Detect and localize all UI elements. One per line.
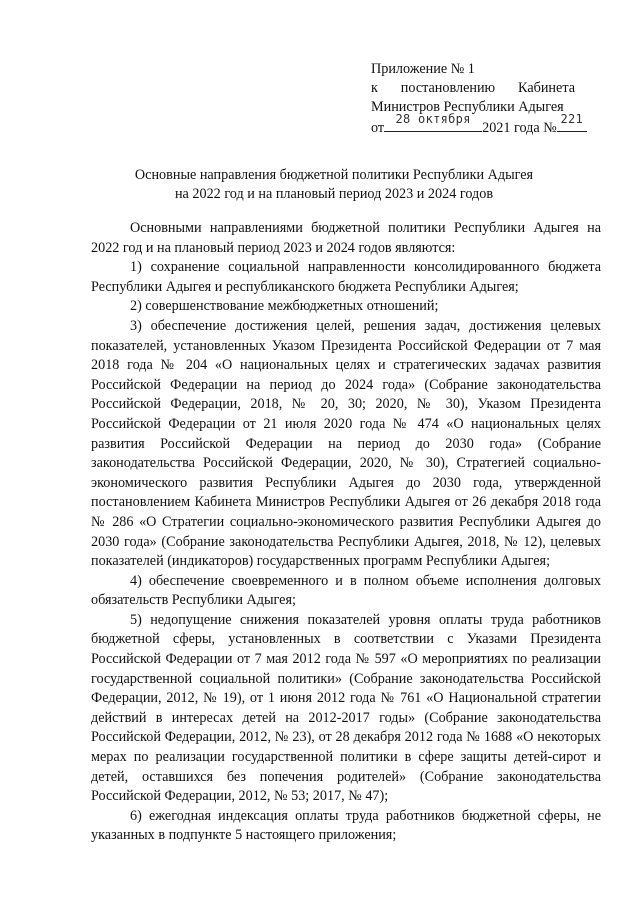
number-blank bbox=[557, 112, 587, 132]
handwritten-number: 221 bbox=[560, 112, 584, 126]
handwritten-date: 28 октября bbox=[395, 112, 471, 126]
paragraph-intro: Основными направлениями бюджетной политики Республики Адыгея на 2022 год и на плановый период 2023 и 2024 годов являются: bbox=[91, 220, 601, 256]
appendix-header bbox=[371, 60, 584, 138]
appendix-resolution-line: к постановлению Кабинета bbox=[371, 80, 575, 96]
title-line-2: на 2022 год и на плановый период 2023 и 2024 годов bbox=[174, 186, 494, 202]
paragraph-item-2: 2) совершенствование межбюджетных отношений; bbox=[130, 298, 439, 315]
date-blank bbox=[384, 112, 482, 132]
paragraph-item-1: 1) сохранение социальной направленности консолидированного бюджета Республики Адыгея и республиканского бюджета Республики Адыгея; bbox=[91, 259, 601, 295]
document-body bbox=[91, 219, 601, 846]
paragraph-item-6: 6) ежегодная индексация оплаты труда работников бюджетной сферы, не указанных в подпункте 5 настоящего приложения; bbox=[91, 807, 601, 844]
paragraph-item-3: 3) обеспечение достижения целей, решения задач, достижения целевых показателей, установленных Указом Президента Российской Федерации от 7 мая 2018 года № 204 «О национальных целях и стратегических задачах развития Российской Федерации на период до 2024 года» (Собрание законодательства Российской Федерации, 2018, № 20, 30; 2020, № 30), Указом Президента Российской Федерации от 21 июля 2020 года № 474 «О национальных целях развития Российской Федерации на период до 2030 года» (Собрание законодательства Российской Федерации, 2020, № 30), Стратегией социально-экономического развития Республики Адыгея до 2030 года, утвержденной постановлением Кабинета Министров Республики Адыгея от 26 декабря 2018 года № 286 «О Стратегии социально-экономического развития Республики Адыгея до 2030 года» (Собрание законодательства Республики Адыгея, 2018, № 12), целевых показателей (индикаторов) государственных программ Республики Адыгея; bbox=[91, 317, 601, 570]
title-line-1: Основные направления бюджетной политики Республики Адыгея bbox=[134, 167, 534, 183]
paragraph-item-4: 4) обеспечение своевременного и в полном объеме исполнения долговых обязательств Республики Адыгея; bbox=[91, 572, 601, 609]
paragraph-item-5: 5) недопущение снижения показателей уровня оплаты труда работников бюджетной сферы, установленных в соответствии с Указами Президента Российской Федерации от 7 мая 2012 года № 597 «О мероприятиях по реализации государственной социальной политики» (Собрание законодательства Российской Федерации, 2012, № 19), от 1 июня 2012 года № 761 «О Национальной стратегии действий в интересах детей на 2012-2017 годы» (Собрание законодательства Российской Федерации, 2012, № 23), от 28 декабря 2012 года № 1688 «О некоторых мерах по реализации государственной политики в сфере защиты детей-сирот и детей, оставшихся без попечения родителей» (Собрание законодательства Российской Федерации, 2012, № 53; 2017, № 47); bbox=[91, 611, 601, 805]
appendix-date-line bbox=[371, 112, 584, 138]
date-prefix: от bbox=[371, 120, 385, 136]
appendix-cabinet-line: Министров Республики Адыгея bbox=[371, 99, 564, 115]
year-text: 2021 года № bbox=[482, 120, 557, 136]
document-title bbox=[60, 166, 608, 204]
appendix-number: Приложение № 1 bbox=[371, 61, 475, 77]
